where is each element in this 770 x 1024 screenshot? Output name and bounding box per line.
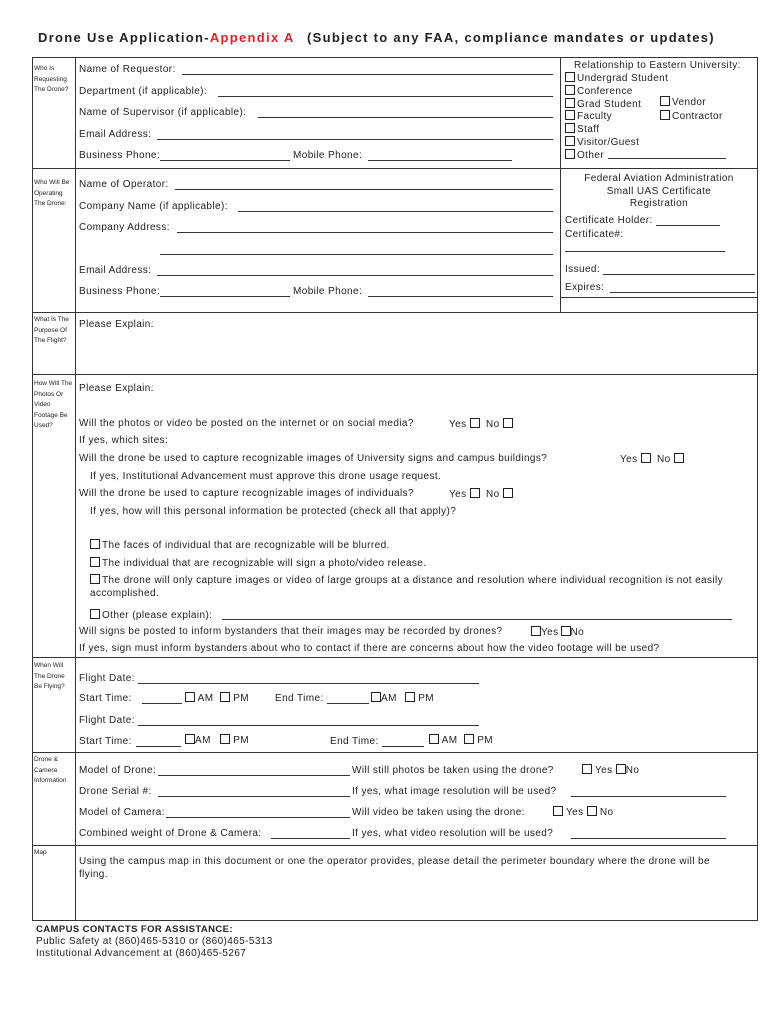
start-am-1[interactable]: AM — [185, 692, 213, 704]
checkbox[interactable] — [660, 110, 670, 120]
checkbox[interactable] — [553, 806, 563, 816]
checkbox[interactable] — [220, 692, 230, 702]
checkbox[interactable] — [660, 96, 670, 106]
operator-name-field[interactable] — [175, 189, 553, 190]
checkbox[interactable] — [531, 626, 541, 636]
relationship-vendor[interactable]: Vendor — [660, 96, 706, 108]
requestor-business-phone-field[interactable] — [160, 160, 290, 161]
company-address-field[interactable] — [177, 232, 553, 233]
q-sites: If yes, which sites: — [79, 435, 169, 446]
requestor-business-phone-label: Business Phone: — [79, 150, 161, 161]
image-res-field[interactable] — [571, 796, 726, 797]
checkbox[interactable] — [185, 692, 195, 702]
end-pm-2[interactable]: PM — [464, 734, 493, 746]
q-internet: Will the photos or video be posted on the internet or on social media? — [79, 418, 414, 429]
section-label-purpose: What Is The Purpose Of The Flight? — [34, 316, 69, 344]
contact-note: If yes, sign must inform bystanders about who to contact if there are concerns about how the video footage will be used? — [79, 643, 660, 654]
map-instructions: Using the campus map in this document or one the operator provides, please detail the perimeter boundary where the drone will be flying. — [79, 856, 710, 880]
title-main: Drone Use Application- — [38, 30, 210, 45]
option-release[interactable]: The individual that are recognizable will sign a photo/video release. — [90, 557, 426, 569]
purpose-explain-label: Please Explain: — [79, 319, 154, 330]
relationship-option[interactable]: Undergrad Student — [565, 72, 755, 85]
section-label-requesting: Who Is Requesting The Drone? — [34, 65, 69, 93]
serial-label: Drone Serial #: — [79, 786, 152, 797]
section-label-equipment: Drone & Camera Information — [34, 756, 67, 784]
relationship-title: Relationship to Eastern University: — [574, 60, 741, 71]
operator-mobile-phone-field[interactable] — [368, 296, 553, 297]
video-options[interactable]: Yes No — [553, 806, 613, 818]
operator-business-phone-label: Business Phone: — [79, 286, 161, 297]
individuals-yes[interactable]: Yes — [449, 488, 480, 500]
checkbox[interactable] — [503, 418, 513, 428]
start-am-2[interactable]: AM — [185, 734, 211, 746]
start-pm-1[interactable]: PM — [220, 692, 249, 704]
operator-email-field[interactable] — [157, 275, 553, 276]
weight-label: Combined weight of Drone & Camera: — [79, 828, 262, 839]
title-note: (Subject to any FAA, compliance mandates or updates) — [307, 30, 715, 45]
issued-field[interactable] — [603, 274, 755, 275]
q-video: Will video be taken using the drone: — [352, 807, 525, 818]
relationship-option[interactable]: Staff — [565, 123, 755, 136]
start-time-label-1: Start Time: — [79, 693, 132, 704]
checkbox[interactable] — [674, 453, 684, 463]
supervisor-label: Name of Supervisor (if applicable): — [79, 107, 247, 118]
usage-explain-label: Please Explain: — [79, 383, 154, 394]
end-time-field-1[interactable] — [327, 703, 369, 704]
certificate-holder-field[interactable] — [656, 225, 720, 226]
internet-yes[interactable]: Yes — [449, 418, 480, 430]
requestor-mobile-phone-field[interactable] — [368, 160, 512, 161]
relationship-option[interactable]: Grad Student — [565, 98, 755, 111]
relationship-contractor[interactable]: Contractor — [660, 110, 723, 122]
serial-field[interactable] — [158, 796, 350, 797]
start-time-field-1[interactable] — [142, 703, 182, 704]
option-blur[interactable]: The faces of individual that are recognizable will be blurred. — [90, 539, 390, 551]
signs-yes[interactable]: Yes — [620, 453, 651, 465]
checkbox[interactable] — [405, 692, 415, 702]
bystanders-options[interactable]: Yes No — [531, 626, 584, 638]
relationship-option[interactable]: Faculty — [565, 110, 755, 123]
relationship-other-field[interactable] — [608, 158, 726, 159]
requestor-email-field[interactable] — [157, 139, 553, 140]
flight-date-field-2[interactable] — [138, 725, 479, 726]
relationship-option[interactable]: Other — [565, 149, 755, 162]
end-time-label-1: End Time: — [275, 693, 324, 704]
end-time-label-2: End Time: — [330, 736, 379, 747]
contact-public-safety: Public Safety at (860)465-5310 or (860)465-5313 — [36, 936, 273, 947]
q-protect: If yes, how will this personal information be protected (check all that apply)? — [90, 506, 457, 517]
internet-no[interactable]: No — [486, 418, 513, 430]
operator-mobile-phone-label: Mobile Phone: — [293, 286, 363, 297]
company-name-label: Company Name (if applicable): — [79, 201, 228, 212]
checkbox[interactable] — [616, 764, 626, 774]
section-label-when: When Will The Drone Be Flying? — [34, 662, 65, 690]
relationship-option[interactable]: Conference — [565, 85, 755, 98]
requestor-mobile-phone-label: Mobile Phone: — [293, 150, 363, 161]
checkbox[interactable] — [470, 488, 480, 498]
certificate-number-field[interactable] — [565, 251, 725, 252]
video-res-field[interactable] — [571, 838, 726, 839]
end-pm-1[interactable]: PM — [405, 692, 434, 704]
checkbox[interactable] — [641, 453, 651, 463]
end-time-field-2[interactable] — [382, 746, 424, 747]
photos-options[interactable]: Yes No — [582, 764, 639, 776]
end-am-1[interactable]: AM — [371, 692, 397, 704]
company-name-field[interactable] — [238, 211, 553, 212]
start-pm-2[interactable]: PM — [220, 734, 249, 746]
checkbox[interactable] — [90, 539, 100, 549]
start-time-field-2[interactable] — [136, 746, 181, 747]
flight-date-label-2: Flight Date: — [79, 715, 135, 726]
model-drone-field[interactable] — [158, 775, 350, 776]
company-address-label: Company Address: — [79, 222, 170, 233]
checkbox[interactable] — [470, 418, 480, 428]
department-field[interactable] — [218, 96, 553, 97]
checkbox[interactable] — [565, 123, 575, 133]
department-label: Department (if applicable): — [79, 86, 208, 97]
company-address-field-2[interactable] — [160, 254, 553, 255]
checkbox[interactable] — [582, 764, 592, 774]
option-other[interactable]: Other (please explain): — [90, 609, 212, 621]
expires-label: Expires: — [565, 282, 605, 293]
checkbox[interactable] — [371, 692, 381, 702]
model-camera-field[interactable] — [166, 817, 350, 818]
certificate-number-label: Certificate#: — [565, 229, 624, 240]
flight-date-field-1[interactable] — [138, 683, 479, 684]
q-image-res: If yes, what image resolution will be used? — [352, 786, 557, 797]
certificate-holder-label: Certificate Holder: — [565, 215, 653, 226]
page-title — [38, 30, 715, 45]
operator-email-label: Email Address: — [79, 265, 152, 276]
operator-name-label: Name of Operator: — [79, 179, 169, 190]
approve-note: If yes, Institutional Advancement must approve this drone usage request. — [90, 471, 442, 482]
checkbox[interactable] — [587, 806, 597, 816]
checkbox[interactable] — [565, 85, 575, 95]
weight-field[interactable] — [271, 838, 350, 839]
contacts-heading: CAMPUS CONTACTS FOR ASSISTANCE: — [36, 924, 233, 935]
other-explain-field[interactable] — [222, 619, 732, 620]
checkbox[interactable] — [561, 626, 571, 636]
relationship-option[interactable]: Visitor/Guest — [565, 136, 755, 149]
expires-field[interactable] — [610, 292, 755, 293]
section-label-map: Map — [34, 849, 47, 856]
checkbox[interactable] — [464, 734, 474, 744]
q-signs: Will the drone be used to capture recognizable images of University signs and campus buildings? — [79, 453, 548, 464]
checkbox[interactable] — [220, 734, 230, 744]
q-individuals: Will the drone be used to capture recognizable images of individuals? — [79, 488, 415, 499]
model-drone-label: Model of Drone: — [79, 765, 157, 776]
contact-advancement: Institutional Advancement at (860)465-5267 — [36, 948, 247, 959]
q-photos: Will still photos be taken using the drone? — [352, 765, 554, 776]
faa-heading: Federal Aviation Administration Small UAS Certificate Registration — [584, 173, 734, 209]
checkbox[interactable] — [565, 136, 575, 146]
checkbox[interactable] — [565, 98, 575, 108]
section-label-usage: How Will The Photos Or Video Footage Be Used? — [34, 380, 73, 429]
supervisor-field[interactable] — [258, 117, 553, 118]
checkbox[interactable] — [90, 557, 100, 567]
checkbox[interactable] — [565, 149, 575, 159]
individuals-no[interactable]: No — [486, 488, 513, 500]
checkbox[interactable] — [185, 734, 195, 744]
requestor-email-label: Email Address: — [79, 129, 152, 140]
checkbox[interactable] — [90, 609, 100, 619]
operator-business-phone-field[interactable] — [160, 296, 290, 297]
checkbox[interactable] — [565, 110, 575, 120]
q-bystanders: Will signs be posted to inform bystanders that their images may be recorded by drones? — [79, 626, 503, 637]
option-groups[interactable]: The drone will only capture images or video of large groups at a distance and resolution where individual recognition is not easily accomplished. — [90, 575, 724, 599]
start-time-label-2: Start Time: — [79, 736, 132, 747]
requestor-name-label: Name of Requestor: — [79, 64, 176, 75]
checkbox[interactable] — [429, 734, 439, 744]
checkbox[interactable] — [565, 72, 575, 82]
issued-label: Issued: — [565, 264, 601, 275]
flight-date-label-1: Flight Date: — [79, 673, 135, 684]
signs-no[interactable]: No — [657, 453, 684, 465]
requestor-name-field[interactable] — [182, 74, 553, 75]
section-label-operating: Who Will Be Operating The Drone: — [34, 179, 70, 207]
title-appendix: Appendix A — [209, 30, 295, 45]
end-am-2[interactable]: AM — [429, 734, 457, 746]
checkbox[interactable] — [503, 488, 513, 498]
model-camera-label: Model of Camera: — [79, 807, 165, 818]
checkbox[interactable] — [90, 574, 100, 584]
q-video-res: If yes, what video resolution will be used? — [352, 828, 554, 839]
